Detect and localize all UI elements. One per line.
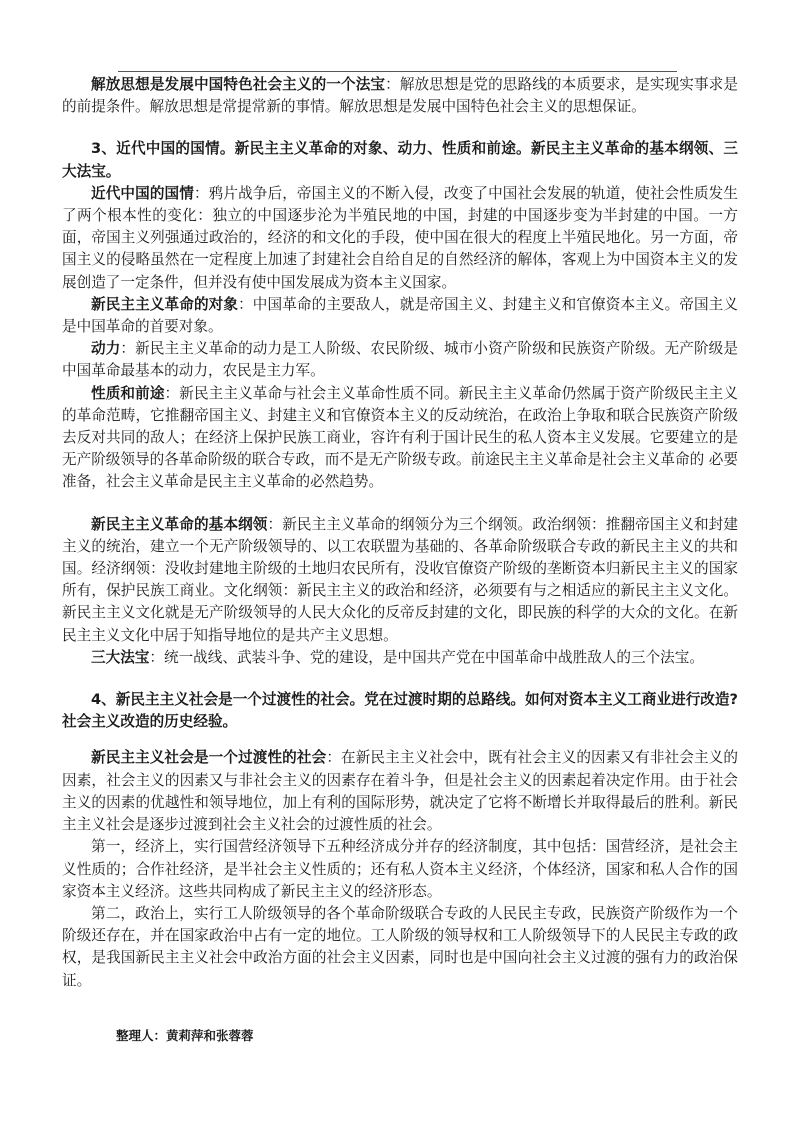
paragraph-transitional-society: [62, 747, 738, 836]
paragraph-text: ：解放思想是党的思路线的本质要求，是实现实事求是的前提条件。解放思想是常提常新的事情。解放思想是发展中国特色社会主义的思想保证。: [62, 76, 738, 116]
spacer: [62, 733, 738, 747]
paragraph-lead: 三大法宝: [91, 648, 150, 666]
paragraph-text: ：新民主主义革命与社会主义革命性质不同。新民主主义革命仍然属于资产阶级民主主义的革命范畴，它推翻帝国主义、封建主义和官僚资本主义的反动统治，在政治上争取和联合民族资产阶级去反对共同的敌人；在经济上保护民族工商业，容许有利于国计民生的私人资本主义发展。它要建立的是无产阶级领导的各革命阶级的联合专政，而不是无产阶级专政。前途民主主义革命是社会主义革命的 必要准备，社会主义革命是民主主义革命的必然趋势。: [62, 384, 738, 491]
paragraph-lead: 解放思想是发展中国特色社会主义的一个法宝: [91, 76, 386, 93]
paragraph-text: ：在新民主主义社会中，既有社会主义的因素又有非社会主义的因素，社会主义的因素又与非社会主义的因素存在着斗争，但是社会主义的因素起着决定作用。由于社会主义的因素的优越性和领导地位，加上有利的国际形势，就决定了它将不断增长并取得最后的胜利。新民主主义社会是逐步过渡到社会主义社会的过渡性质的社会。: [62, 749, 738, 834]
paragraph-lead: 新民主主义革命的对象: [91, 295, 239, 313]
paragraph-lead: 近代中国的国情: [91, 184, 194, 202]
paragraph-nature-prospects: [62, 383, 738, 494]
paragraph-politics: 第二，政治上，实行工人阶级领导的各个革命阶级联合专政的人民民主专政，民族资产阶级作为一个阶级还存在，并在国家政治中占有一定的地位。工人阶级的领导权和工人阶级领导下的人民民主专政的政权，是我国新民主主义社会中政治方面的社会主义因素，同时也是中国向社会主义过渡的强有力的政治保证。: [62, 904, 738, 989]
spacer: [62, 118, 738, 138]
spacer: [62, 494, 738, 514]
compiler-credit: 整理人：黄莉萍和张蓉蓉: [116, 1028, 254, 1043]
paragraph-lead: 动力: [91, 340, 121, 358]
paragraph-lead: 新民主主义革命的基本纲领: [91, 515, 268, 533]
paragraph-three-magic-weapons: [62, 647, 738, 669]
paragraph-motive-forces: [62, 338, 738, 382]
document-body: [62, 74, 738, 992]
section-heading-4: 4、新民主主义社会是一个过渡性的社会。党在过渡时期的总路线。如何对资本主义工商业进行改造?社会主义改造的历史经验。: [62, 691, 738, 731]
paragraph-text: ：统一战线、武装斗争、党的建设，是中国共产党在中国革命中战胜敌人的三个法宝。: [149, 648, 704, 666]
paragraph-economy: 第一，经济上，实行国营经济领导下五种经济成分并存的经济制度，其中包括：国营经济，是社会主义性质的；合作社经济，是半社会主义性质的；还有私人资本主义经济，个体经济，国家和私人合作的国家资本主义经济。这些共同构成了新民主主义的经济形态。: [62, 838, 738, 900]
header-rule: [118, 71, 677, 72]
spacer: [62, 669, 738, 689]
paragraph-lead: 性质和前途: [91, 384, 165, 402]
paragraph-text: ：新民主主义革命的纲领分为三个纲领。政治纲领：推翻帝国主义和封建主义的统治，建立一个无产阶级领导的、以工农联盟为基础的、各革命阶级联合专政的新民主主义的共和国。经济纲领：没收封建地主阶级的土地归农民所有，没收官僚资产阶级的垄断资本归新民主主义的国家所有，保护民族工商业。文化纲领：新民主主义的政治和经济，必须要有与之相适应的新民主主义文化。新民主主义文化就是无产阶级领导的人民大众化的反帝反封建的文化，即民族的科学的大众的文化。在新民主主义文化中居于知指导地位的是共产主义思想。: [62, 515, 738, 644]
paragraph-lead: 新民主主义社会是一个过渡性的社会: [91, 749, 327, 767]
paragraph-basic-program: [62, 514, 738, 647]
paragraph-text: ：新民主主义革命的动力是工人阶级、农民阶级、城市小资产阶级和民族资产阶级。无产阶级是中国革命最基本的动力，农民是主力军。: [62, 340, 738, 380]
paragraph-national-conditions: [62, 183, 738, 294]
paragraph-revolution-targets: [62, 294, 738, 338]
paragraph-emancipating-mind: [62, 74, 738, 118]
paragraph-text: ：鸦片战争后，帝国主义的不断入侵，改变了中国社会发展的轨道，使社会性质发生了两个根本性的变化：独立的中国逐步沦为半殖民地的中国，封建的中国逐步变为半封建的中国。一方面，帝国主义列强通过政治的，经济的和文化的手段，使中国在很大的程度上半殖民地化。另一方面，帝国主义的侵略虽然在一定程度上加速了封建社会自给自足的自然经济的解体，客观上为中国资本主义的发展创造了一定条件，但并没有使中国发展成为资本主义国家。: [62, 184, 738, 291]
section-heading-3: 3、近代中国的国情。新民主主义革命的对象、动力、性质和前途。新民主主义革命的基本纲领、三大法宝。: [62, 140, 738, 180]
paragraph-text: ：中国革命的主要敌人，就是帝国主义、封建主义和官僚资本主义。帝国主义是中国革命的首要对象。: [62, 295, 738, 336]
